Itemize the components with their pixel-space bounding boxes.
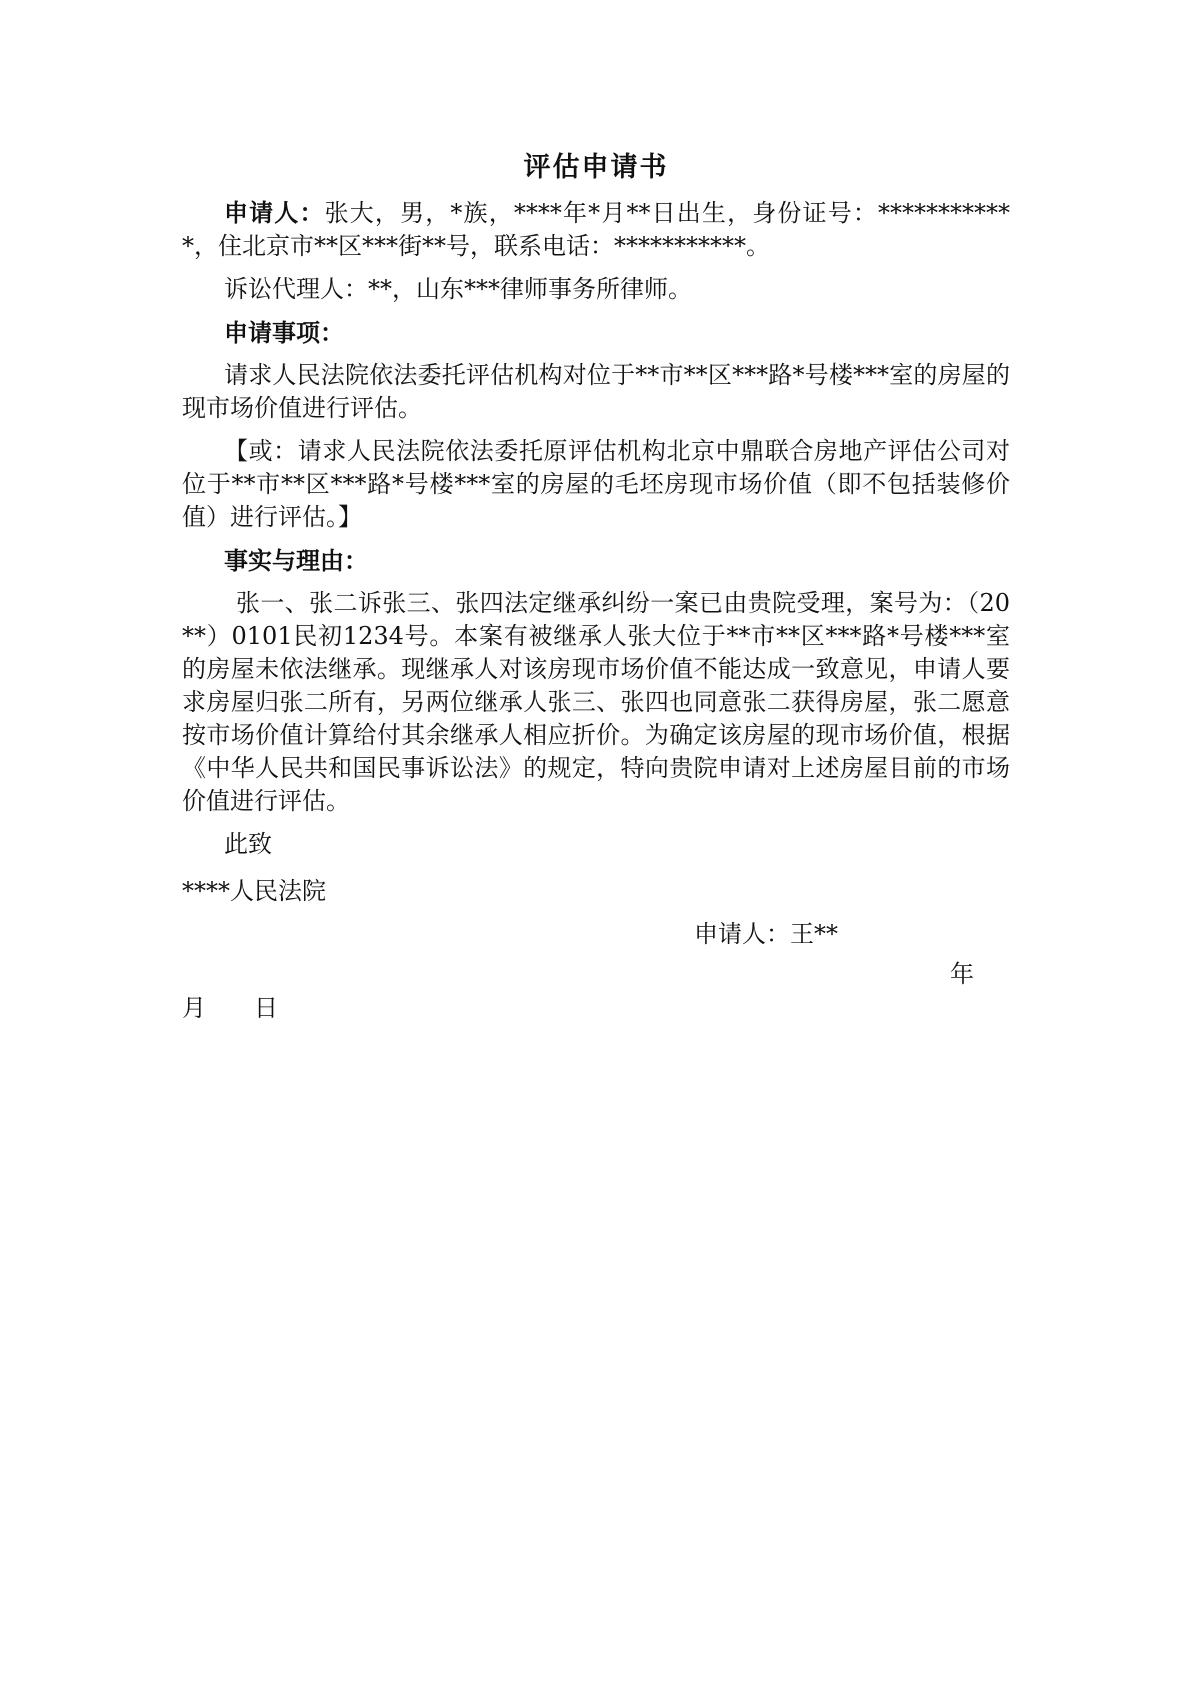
matters-heading: 申请事项： bbox=[224, 318, 344, 347]
agent-paragraph: 诉讼代理人：**，山东***律师事务所律师。 bbox=[224, 275, 692, 303]
date-year: 年 bbox=[950, 960, 974, 988]
date-year-line bbox=[182, 958, 1010, 992]
matters-paragraph: 请求人民法院依法委托评估机构对位于**市**区***路*号楼***室的房屋的现市场价值进行评估。 bbox=[182, 361, 1010, 422]
document-page bbox=[182, 150, 1010, 1025]
date-month-day: 月 日 bbox=[182, 994, 278, 1022]
closing-salutation: 此致 bbox=[224, 830, 272, 858]
signature-block bbox=[182, 918, 1010, 958]
alternative-paragraph: 【或：请求人民法院依法委托原评估机构北京中鼎联合房地产评估公司对位于**市**区***路*号楼***室的房屋的毛坯房现市场价值（即不包括装修价值）进行评估。】 bbox=[182, 437, 1010, 531]
signer-line: 申请人：王** bbox=[694, 920, 838, 948]
facts-heading: 事实与理由： bbox=[224, 546, 368, 575]
applicant-paragraph bbox=[182, 196, 1010, 263]
applicant-details: 张大，男，*族，****年*月**日出生，身份证号：************，住北京市**区***街**号，联系电话：***********。 bbox=[182, 199, 1011, 260]
applicant-label: 申请人： bbox=[224, 198, 325, 227]
document-title: 评估申请书 bbox=[523, 152, 669, 183]
facts-paragraph: 张一、张二诉张三、张四法定继承纠纷一案已由贵院受理，案号为：（20**）0101民初1234号。本案有被继承人张大位于**市**区***路*号楼***室的房屋未依法继承。现继承人对该房现市场价值不能达成一致意见，申请人要求房屋归张二所有，另两位继承人张三、张四也同意张二获得房屋，张二愿意按市场价值计算给付其余继承人相应折价。为确定该房屋的现市场价值，根据《中华人民共和国民事诉讼法》的规定，特向贵院申请对上述房屋目前的市场价值进行评估。 bbox=[182, 589, 1010, 815]
court-name: ****人民法院 bbox=[182, 877, 326, 905]
